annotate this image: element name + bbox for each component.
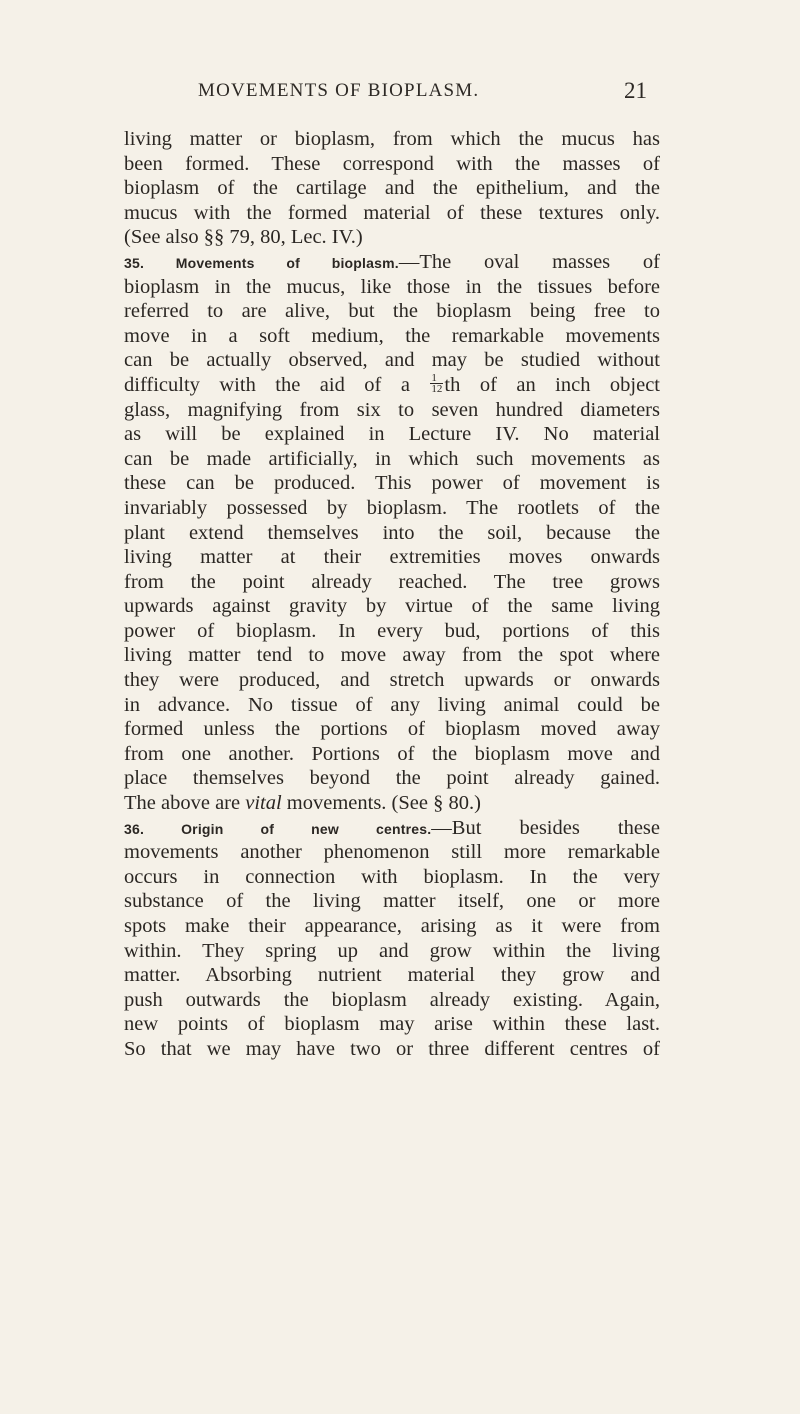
text-line: spots make their appearance, arising as it were from	[124, 915, 660, 937]
text-line: mucus with the formed material of these textures only.	[124, 201, 660, 224]
text-line: place themselves beyond the point already gained.	[124, 767, 660, 790]
text-line	[124, 791, 660, 816]
text-line: living matter tend to move away from the spot where	[124, 644, 660, 667]
text-line: formed unless the portions of bioplasm moved away	[124, 718, 660, 741]
text-line: within. They spring up and grow within the living	[124, 939, 660, 962]
text-line: been formed. These correspond with the masses of	[124, 152, 660, 175]
text-line: (See also §§ 79, 80, Lec. IV.)	[124, 226, 363, 249]
text-line: invariably possessed by bioplasm. The rootlets of the	[124, 496, 660, 519]
text-line: substance of the living matter itself, one or more	[124, 890, 660, 913]
text-line: occurs in connection with bioplasm. In the very	[124, 865, 660, 888]
text-line: can be actually observed, and may be studied without	[124, 349, 660, 372]
page-number: 21	[624, 78, 647, 103]
text-line: matter. Absorbing nutrient material they grow and	[124, 964, 660, 987]
running-header	[0, 80, 800, 110]
text-line: plant extend themselves into the soil, because the	[124, 521, 660, 544]
text-line: bioplasm in the mucus, like those in the tissues before	[124, 275, 660, 298]
text-run: th of an inch object	[444, 373, 661, 396]
text-run: movements. (See § 80.)	[286, 792, 481, 815]
text-run: —But besides these	[431, 816, 660, 839]
text-line: from the point already reached. The tree grows	[124, 570, 660, 593]
text-line: living matter at their extremities moves onwards	[124, 546, 660, 569]
text-line: movements another phenomenon still more remarkable	[124, 841, 660, 864]
text-line: power of bioplasm. In every bud, portions of this	[124, 619, 660, 642]
text-line: can be made artificially, in which such movements as	[124, 447, 660, 470]
text-line: in advance. No tissue of any living animal could be	[124, 693, 660, 716]
text-line	[124, 250, 660, 275]
text-line	[124, 373, 660, 398]
text-line: So that we may have two or three different centres of	[124, 1037, 660, 1060]
text-line: push outwards the bioplasm already existing. Again,	[124, 988, 660, 1011]
emphasis: vital	[245, 792, 282, 815]
text-line	[124, 816, 660, 841]
text-line: bioplasm of the cartilage and the epithelium, and the	[124, 177, 660, 200]
text-line: these can be produced. This power of movement is	[124, 472, 660, 495]
fraction	[430, 373, 443, 394]
page-title: MOVEMENTS OF BIOPLASM.	[198, 80, 480, 101]
text-line: move in a soft medium, the remarkable movements	[124, 324, 660, 347]
section-heading: 35. Movements of bioplasm.	[124, 254, 399, 271]
text-run: —The oval masses of	[398, 250, 660, 273]
text-line: referred to are alive, but the bioplasm being free to	[124, 300, 660, 323]
fraction-numerator: 1	[430, 373, 443, 384]
fraction-denominator: 12	[431, 382, 443, 395]
text-run: difficulty with the aid of a	[124, 373, 410, 396]
text-line: as will be explained in Lecture IV. No material	[124, 423, 660, 446]
text-line: they were produced, and stretch upwards or onwards	[124, 669, 660, 692]
text-line: glass, magnifying from six to seven hundred diameters	[124, 398, 660, 421]
text-line: living matter or bioplasm, from which the mucus has	[124, 128, 660, 150]
section-heading: 36. Origin of new centres.	[124, 820, 432, 837]
text-line: new points of bioplasm may arise within these last.	[124, 1013, 660, 1036]
body-text	[124, 127, 660, 1062]
text-run: The above are	[124, 792, 241, 815]
text-line: upwards against gravity by virtue of the same living	[124, 595, 660, 618]
text-line: from one another. Portions of the bioplasm move and	[124, 742, 660, 765]
